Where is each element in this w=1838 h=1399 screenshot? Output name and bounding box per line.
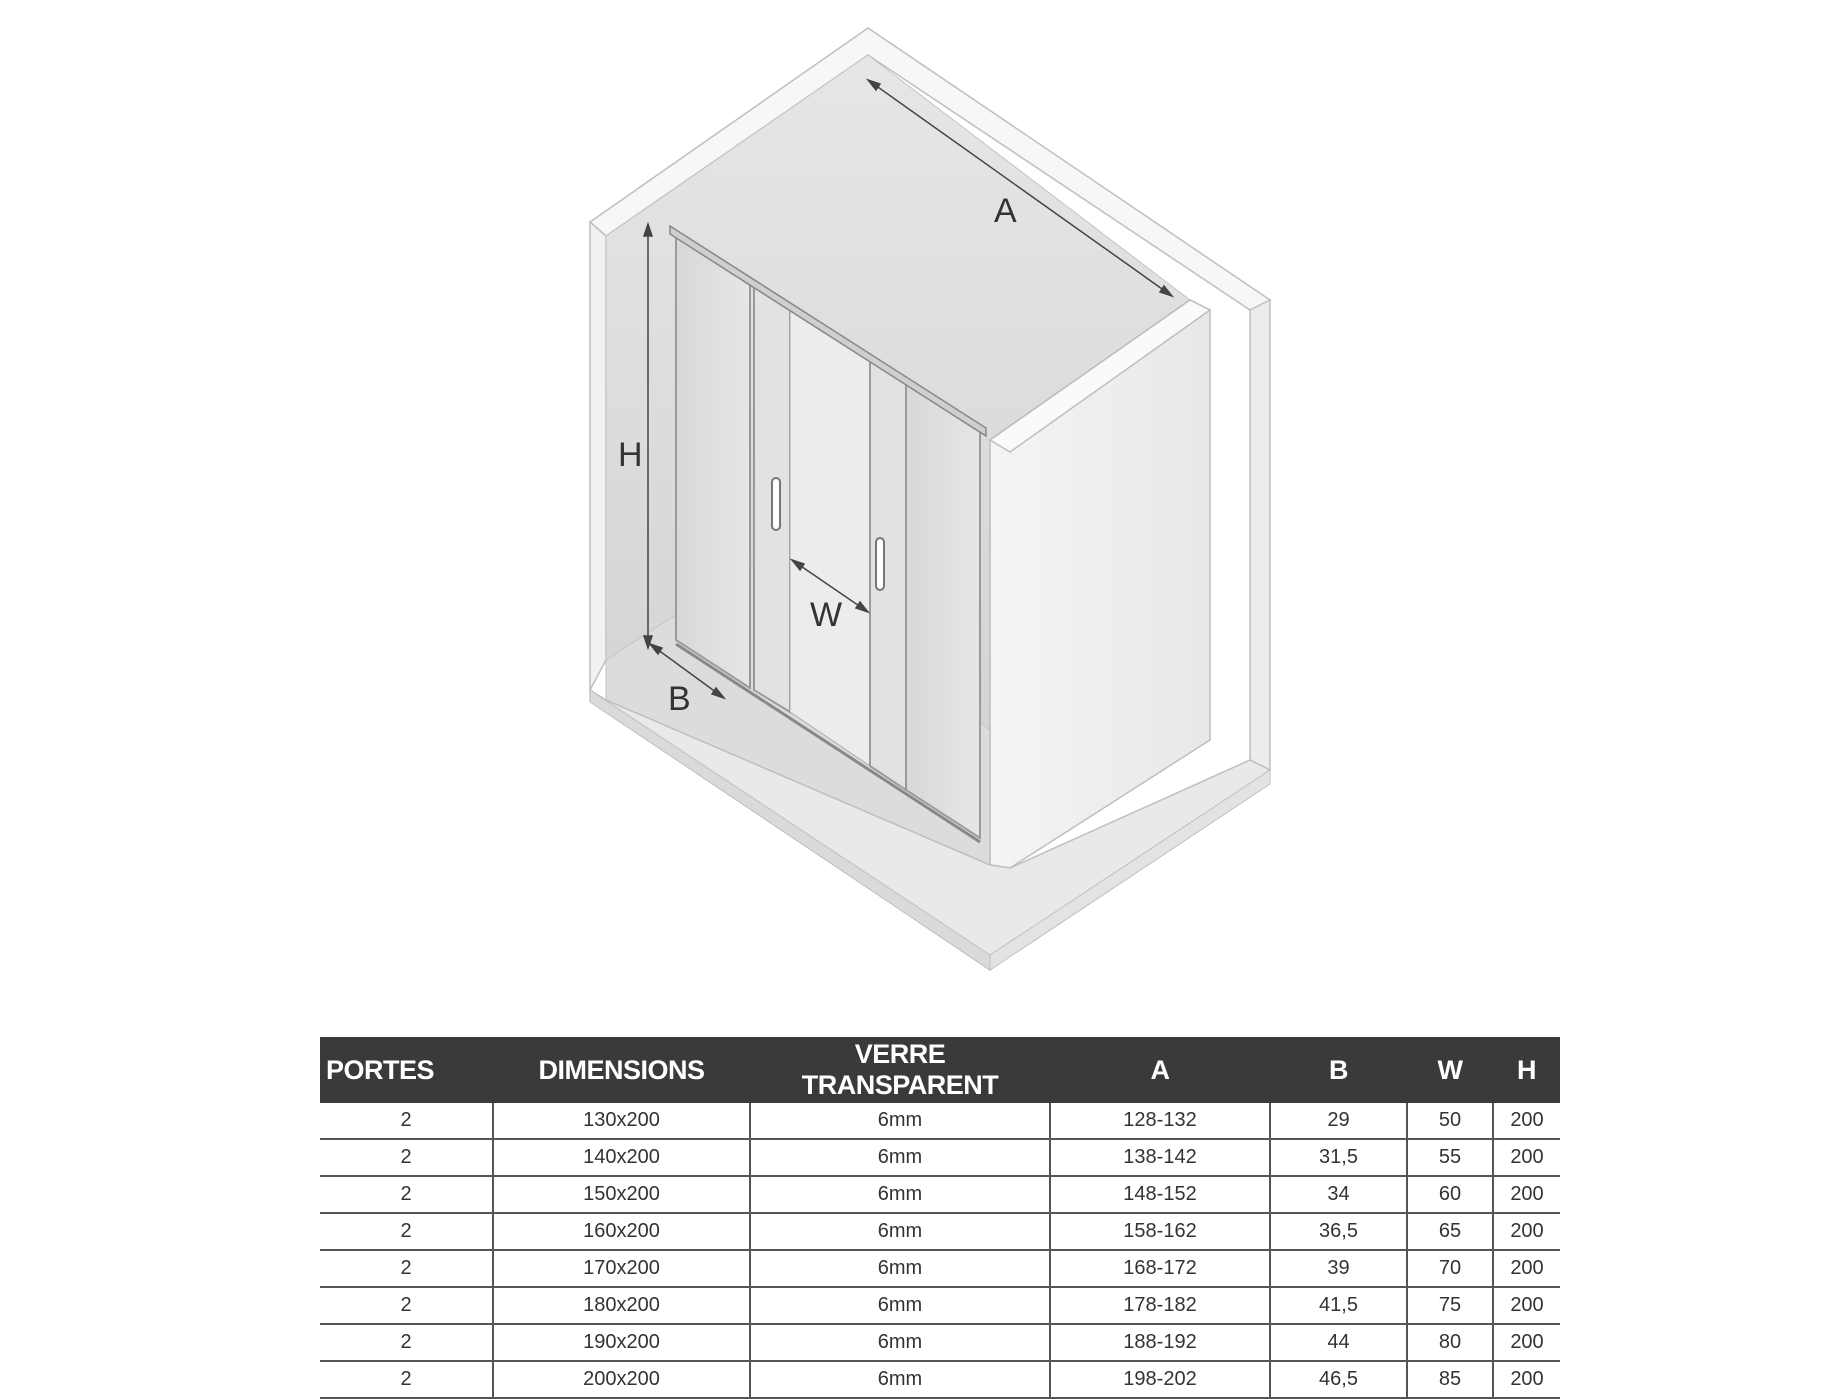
cell-portes: 2 (320, 1324, 493, 1361)
cell-verre: 6mm (750, 1176, 1050, 1213)
cell-dimensions: 130x200 (493, 1103, 750, 1139)
cell-b: 31,5 (1270, 1139, 1407, 1176)
cell-w: 55 (1407, 1139, 1493, 1176)
cell-dimensions: 190x200 (493, 1324, 750, 1361)
cell-b: 34 (1270, 1176, 1407, 1213)
cell-verre: 6mm (750, 1361, 1050, 1398)
header-b: B (1270, 1037, 1407, 1103)
table-row (320, 1176, 1560, 1213)
header-dimensions: DIMENSIONS (493, 1037, 750, 1103)
header-h: H (1493, 1037, 1560, 1103)
cell-dimensions: 170x200 (493, 1250, 750, 1287)
cell-w: 60 (1407, 1176, 1493, 1213)
cell-w: 80 (1407, 1324, 1493, 1361)
header-verre-transparent: VERRE TRANSPARENT (750, 1037, 1050, 1103)
cell-verre: 6mm (750, 1103, 1050, 1139)
cell-dimensions: 160x200 (493, 1213, 750, 1250)
cell-h: 200 (1493, 1250, 1560, 1287)
cell-h: 200 (1493, 1176, 1560, 1213)
dimension-label-b: B (668, 680, 691, 718)
dimension-label-h: H (618, 436, 643, 474)
cell-portes: 2 (320, 1103, 493, 1139)
table-row (320, 1361, 1560, 1398)
glass-panel-fixed-left (676, 232, 750, 688)
cell-a: 148-152 (1050, 1176, 1270, 1213)
cell-h: 200 (1493, 1287, 1560, 1324)
table-row (320, 1103, 1560, 1139)
dimension-label-a: A (994, 192, 1017, 230)
cell-a: 178-182 (1050, 1287, 1270, 1324)
door-handle-left (772, 478, 780, 530)
cell-w: 50 (1407, 1103, 1493, 1139)
table-row (320, 1139, 1560, 1176)
cell-h: 200 (1493, 1103, 1560, 1139)
door-handle-right (876, 538, 884, 590)
cell-verre: 6mm (750, 1213, 1050, 1250)
left-wall (590, 222, 606, 690)
header-a: A (1050, 1037, 1270, 1103)
cell-portes: 2 (320, 1361, 493, 1398)
cell-a: 188-192 (1050, 1324, 1270, 1361)
cell-b: 29 (1270, 1103, 1407, 1139)
cell-b: 46,5 (1270, 1361, 1407, 1398)
cell-b: 41,5 (1270, 1287, 1407, 1324)
cell-b: 44 (1270, 1324, 1407, 1361)
cell-h: 200 (1493, 1324, 1560, 1361)
cell-b: 36,5 (1270, 1213, 1407, 1250)
cell-dimensions: 200x200 (493, 1361, 750, 1398)
cell-verre: 6mm (750, 1250, 1050, 1287)
glass-panel-fixed-right (906, 384, 980, 838)
cell-h: 200 (1493, 1139, 1560, 1176)
table-row (320, 1250, 1560, 1287)
table-row (320, 1324, 1560, 1361)
cell-h: 200 (1493, 1213, 1560, 1250)
cell-w: 75 (1407, 1287, 1493, 1324)
cell-a: 158-162 (1050, 1213, 1270, 1250)
right-outer-wall (1250, 300, 1270, 770)
cell-verre: 6mm (750, 1139, 1050, 1176)
cell-a: 168-172 (1050, 1250, 1270, 1287)
dimension-label-w: W (810, 596, 843, 634)
cell-portes: 2 (320, 1176, 493, 1213)
cell-a: 198-202 (1050, 1361, 1270, 1398)
table-row (320, 1287, 1560, 1324)
cell-a: 138-142 (1050, 1139, 1270, 1176)
cell-portes: 2 (320, 1213, 493, 1250)
header-w: W (1407, 1037, 1493, 1103)
cell-portes: 2 (320, 1287, 493, 1324)
table-row (320, 1213, 1560, 1250)
cell-w: 85 (1407, 1361, 1493, 1398)
cell-portes: 2 (320, 1139, 493, 1176)
glass-panel-center-opening (790, 308, 870, 766)
header-portes: PORTES (320, 1037, 493, 1103)
cell-h: 200 (1493, 1361, 1560, 1398)
cell-dimensions: 140x200 (493, 1139, 750, 1176)
cell-verre: 6mm (750, 1324, 1050, 1361)
cell-a: 128-132 (1050, 1103, 1270, 1139)
cell-dimensions: 150x200 (493, 1176, 750, 1213)
dimensions-table (320, 1037, 1560, 1399)
cell-portes: 2 (320, 1250, 493, 1287)
cell-w: 65 (1407, 1213, 1493, 1250)
cell-w: 70 (1407, 1250, 1493, 1287)
cell-verre: 6mm (750, 1287, 1050, 1324)
cell-b: 39 (1270, 1250, 1407, 1287)
cell-dimensions: 180x200 (493, 1287, 750, 1324)
table-header-row (320, 1037, 1560, 1103)
